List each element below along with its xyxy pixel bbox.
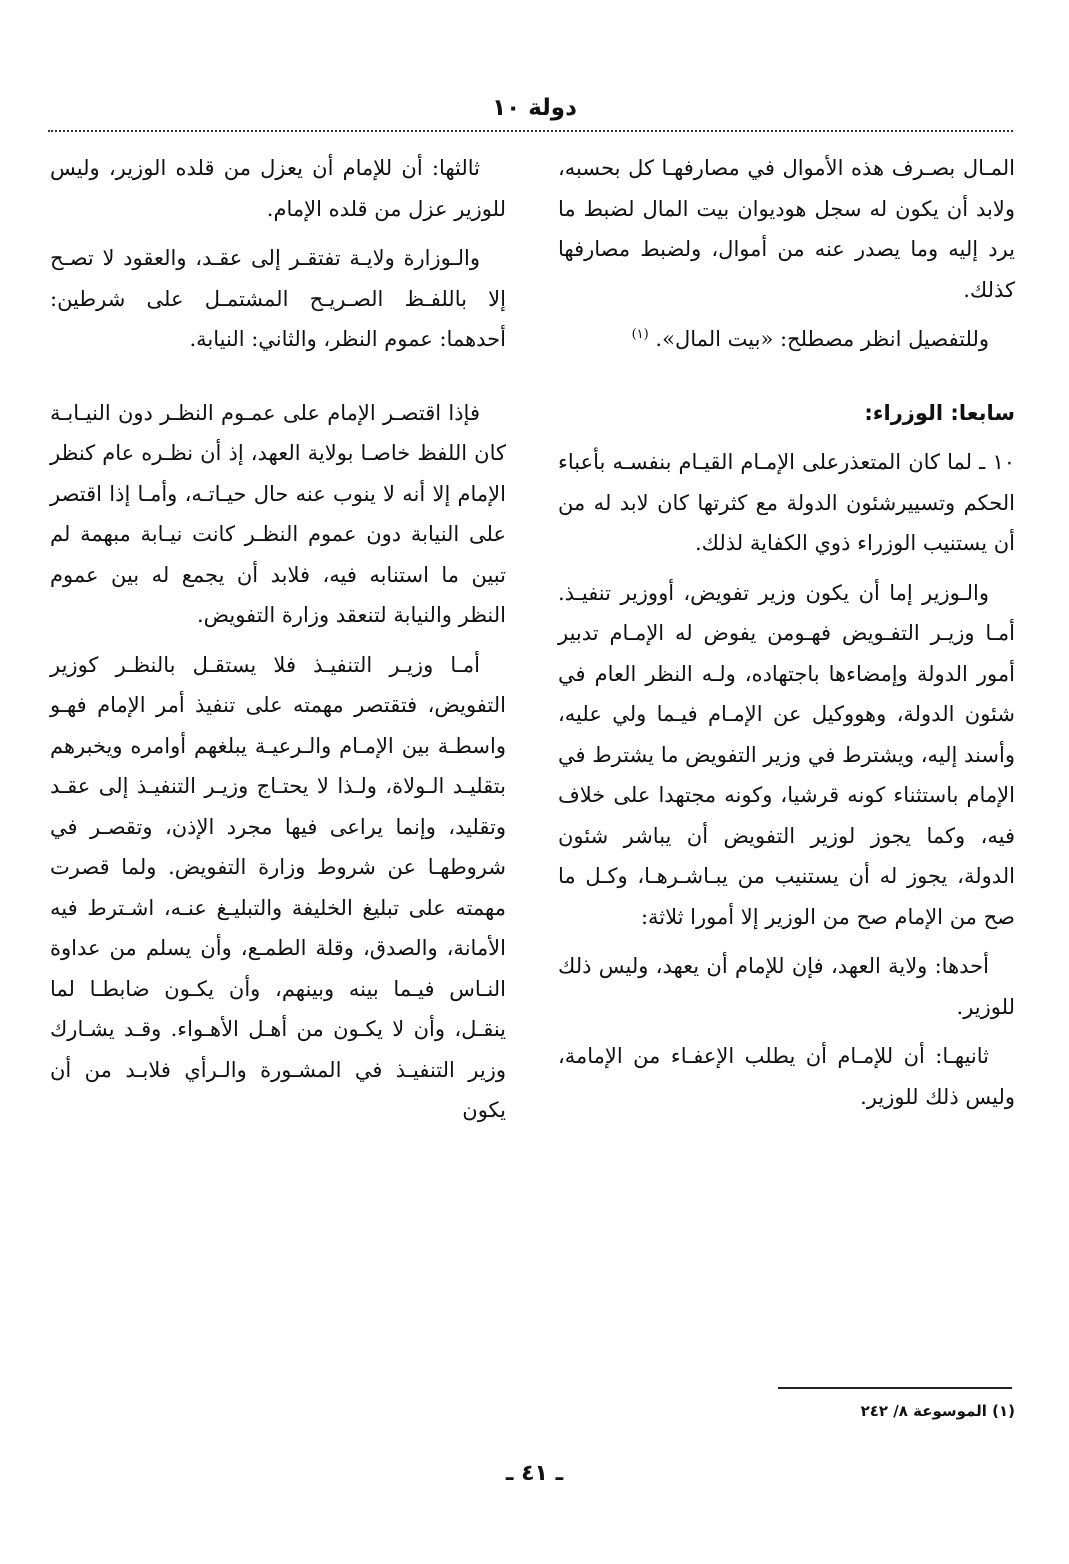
left-column bbox=[50, 148, 506, 1140]
right-column bbox=[558, 148, 1015, 1126]
paragraph: المـال بصـرف هذه الأموال في مصارفهـا كل بحسبه، ولابد أن يكون له سجل هوديوان بيت المال لضبط ما يرد إليه وما يصدر عنه من أموال، ولضبط مصارفها كذلك. bbox=[558, 156, 1015, 302]
running-header: دولة ١٠ bbox=[492, 95, 577, 121]
paragraph: أمـا وزيـر التنفيـذ فلا يستقـل بالنظـر كوزير التفويض، فتقتصر مهمته على تنفيذ أمر الإمام فهـو واسطـة بين الإمـام والـرعيـة يبلغهم أوامره ويخبرهم بتقليـد الـولاة، ولـذا لا يحتـاج وزيـر التنفيـذ إلى عقـد وتقليد، وإنما يراعى فيها مجرد الإذن، وتقصـر في شروطهـا عن شروط وزارة التفويض. ولما قصرت مهمته على تبليغ الخليفة والتبليـغ عنـه، اشـترط فيه الأمانة، والصدق، وقلة الطمـع، وأن يسلم من عداوة النـاس فيـما بينه وبينهم، وأن يكـون ضابطـا لما ينقـل، وأن لا يكـون من أهـل الأهـواء. وقـد يشـارك وزير التنفيـذ في المشـورة والـرأي فلابـد من أن يكون bbox=[50, 652, 506, 1122]
paragraph-with-footnote bbox=[558, 319, 1015, 360]
page-number: ـ ٤١ ـ bbox=[505, 1461, 564, 1486]
paragraph: والـوزارة ولايـة تفتقـر إلى عقـد، والعقود لا تصـح إلا باللفـظ الصـريـح المشتمـل على شرطين: أحدهما: عموم النظر، والثاني: النيابة. bbox=[50, 246, 506, 351]
paragraph: ثانيهـا: أن للإمـام أن يطلب الإعفـاء من الإمامة، وليس ذلك للوزير. bbox=[558, 1044, 1015, 1109]
footnote: (١) الموسوعة ٨/ ٢٤٢ bbox=[860, 1402, 1015, 1420]
paragraph: ١٠ ـ لما كان المتعذرعلى الإمـام القيـام بنفسـه بأعباء الحكم وتسييرشئون الدولة مع كثرتها كان لابد له من أن يستنيب الوزراء ذوي الكفاية لذلك. bbox=[558, 450, 1015, 555]
header-dotted-rule bbox=[48, 130, 1013, 132]
paragraph-text: وللتفصيل انظر مصطلح: «بيت المال». bbox=[655, 327, 989, 351]
paragraph: والـوزير إما أن يكون وزير تفويض، أووزير تنفيـذ. أمـا وزيـر التفـويض فهـومن يفوض له الإمـام تدبير أمور الدولة وإمضاءها باجتهاده، ولـه النظر العام في شئون الدولة، وهووكيل عن الإمـام فيـما ولي عليه، وأسند إليه، ويشترط في وزير التفويض ما يشترط في الإمام باستثناء كونه قرشيا، وكونه مجتهدا على خلاف فيه، وكما يجوز لوزير التفويض أن يباشر شئون الدولة، يجوز له أن يستنيب من يبـاشـرهـا، وكـل ما صح من الإمام صح من الوزير إلا أمورا ثلاثة: bbox=[558, 580, 1015, 929]
paragraph: أحدها: ولاية العهد، فإن للإمام أن يعهد، وليس ذلك للوزير. bbox=[558, 954, 1015, 1019]
paragraph-gap bbox=[50, 369, 506, 393]
paragraph: ثالثها: أن للإمام أن يعزل من قلده الوزير، وليس للوزير عزل من قلده الإمام. bbox=[50, 156, 506, 221]
footnote-reference: (١) bbox=[631, 327, 649, 342]
section-gap bbox=[558, 369, 1015, 393]
footnote-separator bbox=[778, 1387, 1012, 1389]
section-heading: سابعا: الوزراء: bbox=[864, 400, 1015, 425]
paragraph: فإذا اقتصـر الإمام على عمـوم النظـر دون النيـابـة كان اللفظ خاصـا بولاية العهد، إذ أن نظـره عام كنظر الإمام إلا أنه لا ينوب عنه حال حيـاتـه، وأمـا إذا اقتصر على النيابة دون عموم النظـر كانت نيـابة مبهمة لم تبين ما استنابه فيه، فلابد أن يجمع له بين عموم النظر والنيابة لتنعقد وزارة التفويض. bbox=[50, 400, 506, 627]
